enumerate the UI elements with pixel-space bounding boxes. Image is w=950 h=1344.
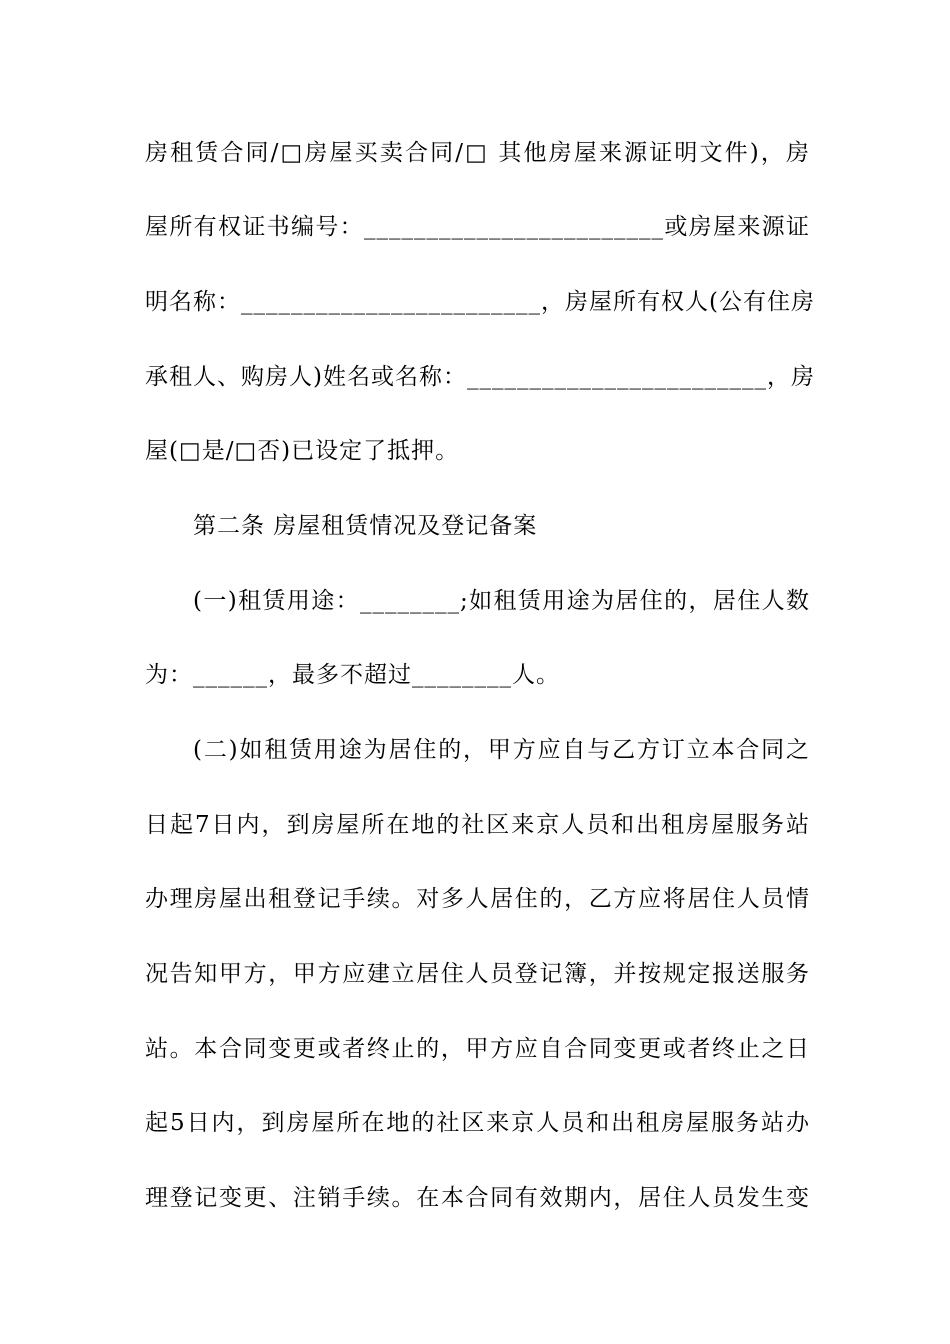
text-line-11: 办理房屋出租登记手续。对多人居住的，乙方应将居住人员情 bbox=[145, 886, 810, 912]
text-line-4: 承租人、购房人)姓名或名称：________________________，房 bbox=[145, 364, 815, 390]
text-line-15: 理登记变更、注销手续。在本合同有效期内，居住人员发生变 bbox=[145, 1185, 810, 1211]
text-line-8: 为：______，最多不超过________人。 bbox=[145, 662, 560, 688]
text-line-14: 起5日内，到房屋所在地的社区来京人员和出租房屋服务站办 bbox=[145, 1110, 810, 1136]
text-line-1: 房租赁合同/□房屋买卖合同/□ 其他房屋来源证明文件)，房 bbox=[145, 140, 810, 166]
text-line-7: (一)租赁用途：________;如租赁用途为居住的，居住人数 bbox=[193, 588, 810, 614]
text-line-3: 明名称：________________________，房屋所有权人(公有住房 bbox=[145, 289, 815, 315]
text-line-12: 况告知甲方，甲方应建立居住人员登记簿，并按规定报送服务 bbox=[145, 961, 810, 987]
text-line-13: 站。本合同变更或者终止的，甲方应自合同变更或者终止之日 bbox=[145, 1036, 810, 1062]
section-heading: 第二条 房屋租赁情况及登记备案 bbox=[193, 513, 538, 539]
text-line-9: (二)如租赁用途为居住的，甲方应自与乙方订立本合同之 bbox=[193, 737, 810, 763]
text-line-2: 屋所有权证书编号：________________________或房屋来源证 bbox=[145, 214, 810, 240]
text-line-5: 屋(□是/□否)已设定了抵押。 bbox=[145, 438, 460, 464]
text-line-10: 日起7日内，到房屋所在地的社区来京人员和出租房屋服务站 bbox=[145, 812, 810, 838]
